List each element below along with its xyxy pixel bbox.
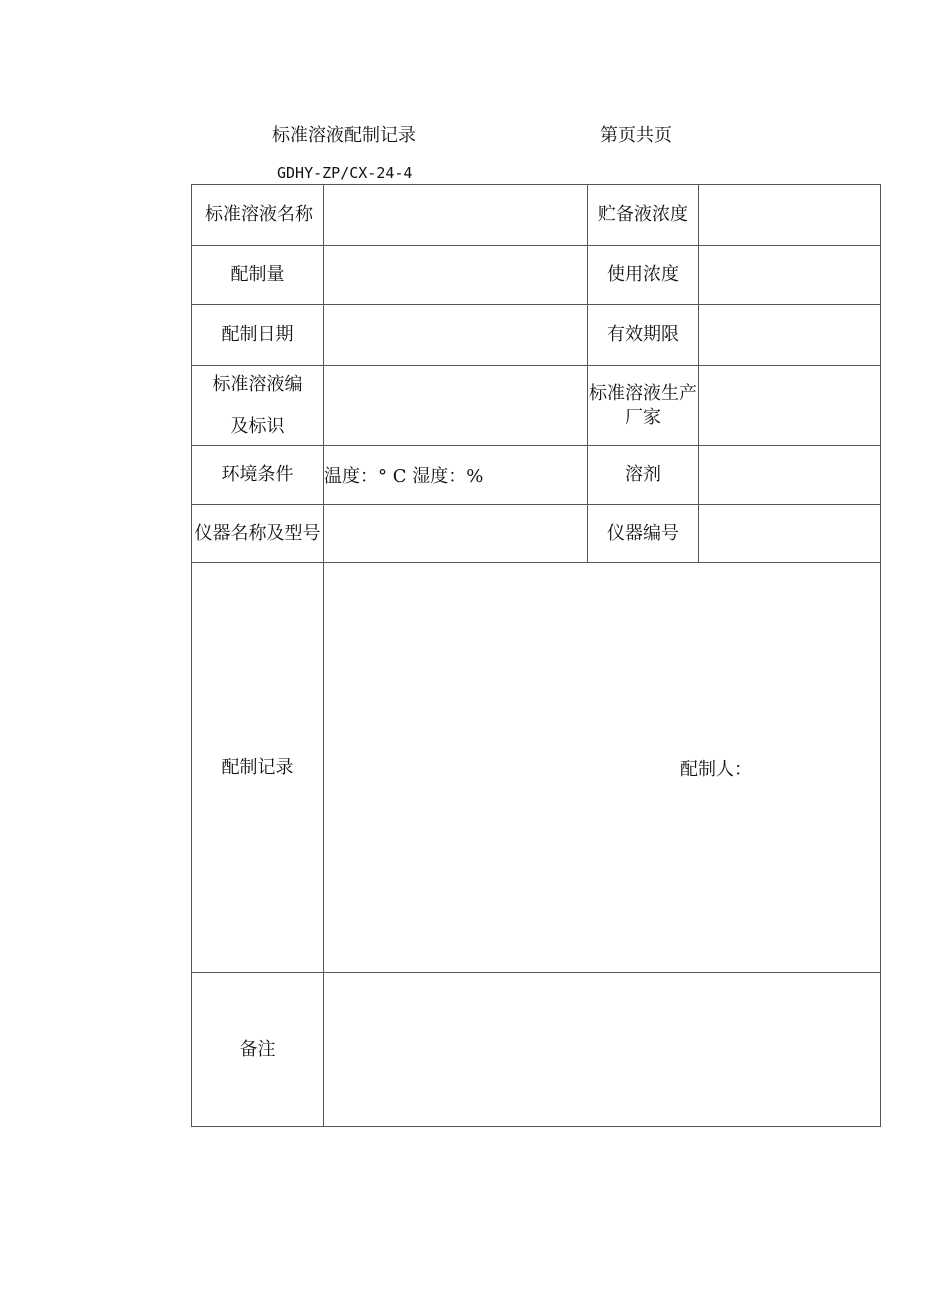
form-row-date — [192, 305, 881, 366]
document-code: GDHY-ZP/CX-24-4 — [277, 164, 413, 182]
label-remarks: 备注 — [192, 973, 324, 1127]
label-prep-date: 配制日期 — [192, 305, 324, 366]
field-validity[interactable] — [699, 305, 881, 366]
field-solution-name[interactable] — [324, 185, 588, 246]
field-prep-record[interactable] — [324, 563, 881, 973]
label-solvent: 溶剂 — [588, 446, 699, 505]
form-row-remarks — [192, 973, 881, 1127]
label-solution-name: 标准溶液名称 — [192, 185, 324, 246]
field-solvent[interactable] — [699, 446, 881, 505]
field-remarks[interactable] — [324, 973, 881, 1127]
label-instrument-no: 仪器编号 — [588, 505, 699, 563]
label-manufacturer: 标准溶液生产厂家 — [588, 366, 699, 446]
label-solution-id-line2: 及标识 — [230, 415, 285, 437]
label-stock-concentration: 贮备液浓度 — [588, 185, 699, 246]
form-row-amount — [192, 246, 881, 305]
field-manufacturer[interactable] — [699, 366, 881, 446]
form-row-environment — [192, 446, 881, 505]
field-instrument-no[interactable] — [699, 505, 881, 563]
field-working-concentration[interactable] — [699, 246, 881, 305]
form-row-solution-name — [192, 185, 881, 246]
label-instrument: 仪器名称及型号 — [192, 505, 324, 563]
document-title: 标准溶液配制记录 — [272, 125, 416, 146]
field-prep-date[interactable] — [324, 305, 588, 366]
label-prep-record: 配制记录 — [192, 563, 324, 973]
preparer-label: 配制人： — [680, 758, 752, 780]
record-form-table — [191, 184, 881, 1127]
label-solution-id-line1: 标准溶液编 — [212, 373, 303, 395]
label-validity: 有效期限 — [588, 305, 699, 366]
form-row-record — [192, 563, 881, 973]
form-row-instrument — [192, 505, 881, 563]
field-amount[interactable] — [324, 246, 588, 305]
label-amount: 配制量 — [192, 246, 324, 305]
field-environment[interactable]: 温度：° C 湿度：% — [324, 446, 588, 505]
field-instrument[interactable] — [324, 505, 588, 563]
label-environment: 环境条件 — [192, 446, 324, 505]
field-solution-id[interactable] — [324, 366, 588, 446]
page-info: 第页共页 — [600, 125, 672, 146]
label-solution-id — [192, 366, 324, 446]
field-stock-concentration[interactable] — [699, 185, 881, 246]
label-working-concentration: 使用浓度 — [588, 246, 699, 305]
form-row-id — [192, 366, 881, 446]
